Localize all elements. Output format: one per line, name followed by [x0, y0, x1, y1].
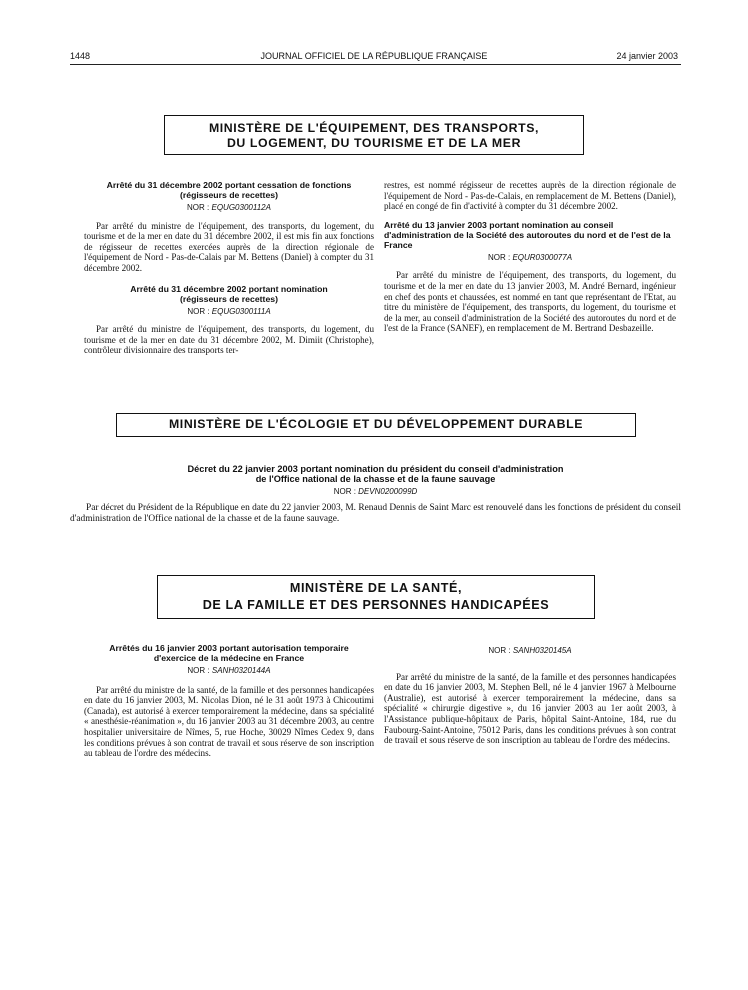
- ministry-heading-sante: [157, 575, 595, 619]
- right-column-section1: [384, 180, 676, 334]
- issue-date: 24 janvier 2003: [616, 51, 678, 61]
- page-number: 1448: [70, 51, 91, 61]
- ministry-heading-line2: DU LOGEMENT, DU TOURISME ET DE LA MER: [226, 136, 522, 150]
- ministry-heading-ecologie: [116, 413, 636, 437]
- ministry-heading-line1: MINISTÈRE DE L'ÉCOLOGIE ET DU DÉVELOPPEMENT DURABLE: [168, 417, 584, 431]
- article-title: Arrêtés du 16 janvier 2003 portant autorisation temporaire d'exercice de la médecine en France: [109, 643, 349, 663]
- article-title: Arrêté du 31 décembre 2002 portant cessation de fonctions (régisseurs de recettes): [106, 180, 352, 200]
- header-rule: [70, 64, 681, 65]
- ministry-heading-equipement: [164, 115, 584, 155]
- nor-reference: NOR : SANH0320145A: [488, 646, 572, 655]
- ministry-heading-line1: MINISTÈRE DE LA SANTÉ,: [289, 581, 463, 595]
- left-column-section3: [84, 643, 374, 759]
- nor-reference: NOR : EQUR0300077A: [487, 252, 573, 262]
- article-body: Par arrêté du ministre de l'équipement, des transports, du logement, du tourisme et de la mer en date du 13 janvier 2003, M. André Bernard, ingénieur en chef des ponts et chaussées, est nommé en tant que représentant de l'Etat, au titre du ministère de l'équipement, des transports, du logement, du tourisme et de la mer, au conseil d'administration de la Société des autoroutes du nord et de l'est de la France (SANEF), en remplacement de M. Bertrand Desbazeille.: [384, 270, 676, 334]
- ministry-heading-line1: MINISTÈRE DE L'ÉQUIPEMENT, DES TRANSPORTS,: [208, 121, 540, 135]
- journal-title: JOURNAL OFFICIEL DE LA RÉPUBLIQUE FRANÇAISE: [260, 51, 488, 61]
- nor-reference: NOR : EQUG0300112A: [187, 203, 271, 212]
- article-title-line1: Décret du 22 janvier 2003 portant nomination du président du conseil d'administration: [187, 464, 564, 474]
- article-body: Par décret du Président de la République en date du 22 janvier 2003, M. Renaud Dennis de Saint Marc est renouvelé dans les fonctions de président du conseil d'administration de l'Office national de la chasse et de la faune sauvage.: [70, 503, 681, 524]
- article-title-line2: de l'Office national de la chasse et de la faune sauvage: [255, 474, 496, 484]
- right-column-section3: [384, 643, 676, 746]
- article-body-continued: restres, est nommé régisseur de recettes auprès de la direction régionale de l'équipement de Nord - Pas-de-Calais, en remplacement de M. Bettens (Daniel), placé en congé de fin d'activité à compter du 31 décembre 2002.: [384, 180, 676, 212]
- article-body: Par arrêté du ministre de la santé, de la famille et des personnes handicapées en date du 16 janvier 2003, M. Stephen Bell, né le 4 janvier 1967 à Melbourne (Australie), est autorisé à exercer temporairement la médecine, dans sa spécialité « chirurgie digestive », du 16 janvier 2003 au 1er août 2003, à l'Assistance publique-hôpitaux de Paris, hôpital Saint-Antoine, 184, rue du Faubourg-Saint-Antoine, 75012 Paris, dans les conditions prévues à son contrat de travail et sous réserve de son inscription au tableau de l'ordre des médecins.: [384, 671, 676, 746]
- article-title: Arrêté du 13 janvier 2003 portant nomination au conseil d'administration de la Société des autoroutes du nord et de l'est de la France: [384, 219, 671, 250]
- nor-reference: NOR : SANH0320144A: [187, 666, 271, 675]
- article-body: Par arrêté du ministre de l'équipement, des transports, du logement, du tourisme et de la mer en date du 31 décembre 2002, M. Dimiit (Christophe), contrôleur divisionnaire des transports ter-: [84, 324, 374, 356]
- left-column-section1: [84, 180, 374, 356]
- ministry-heading-line2: DE LA FAMILLE ET DES PERSONNES HANDICAPÉES: [202, 598, 550, 612]
- section2-article: [70, 464, 681, 525]
- article-title: Arrêté du 31 décembre 2002 portant nomination (régisseurs de recettes): [130, 283, 328, 304]
- article-body: Par arrêté du ministre de la santé, de la famille et des personnes handicapées en date du 16 janvier 2003, M. Nicolas Dion, né le 31 août 1973 à Chicoutimi (Canada), est autorisé à exercer temporairement la médecine, dans sa spécialité « anesthésie-réanimation », du 16 janvier 2003 au 31 décembre 2003, au centre hospitalier universitaire de Nîmes, 5, rue Hoche, 30029 Nîmes Cedex 9, dans les conditions prévues à son contrat de travail et sous réserve de son inscription au tableau de l'ordre des médecins.: [84, 684, 374, 759]
- article-body: Par arrêté du ministre de l'équipement, des transports, du logement, du tourisme et de la mer en date du 31 décembre 2002, il est mis fin aux fonctions de régisseur de recettes exercées auprès de la direction régionale de l'équipement de Nord - Pas-de-Calais par M. Bettens (Daniel) à compter du 31 décembre 2002.: [84, 220, 374, 273]
- nor-reference: NOR : EQUG0300111A: [187, 306, 271, 316]
- article-body-wrap: [70, 503, 681, 525]
- nor-reference: NOR : DEVN0200099D: [333, 487, 418, 496]
